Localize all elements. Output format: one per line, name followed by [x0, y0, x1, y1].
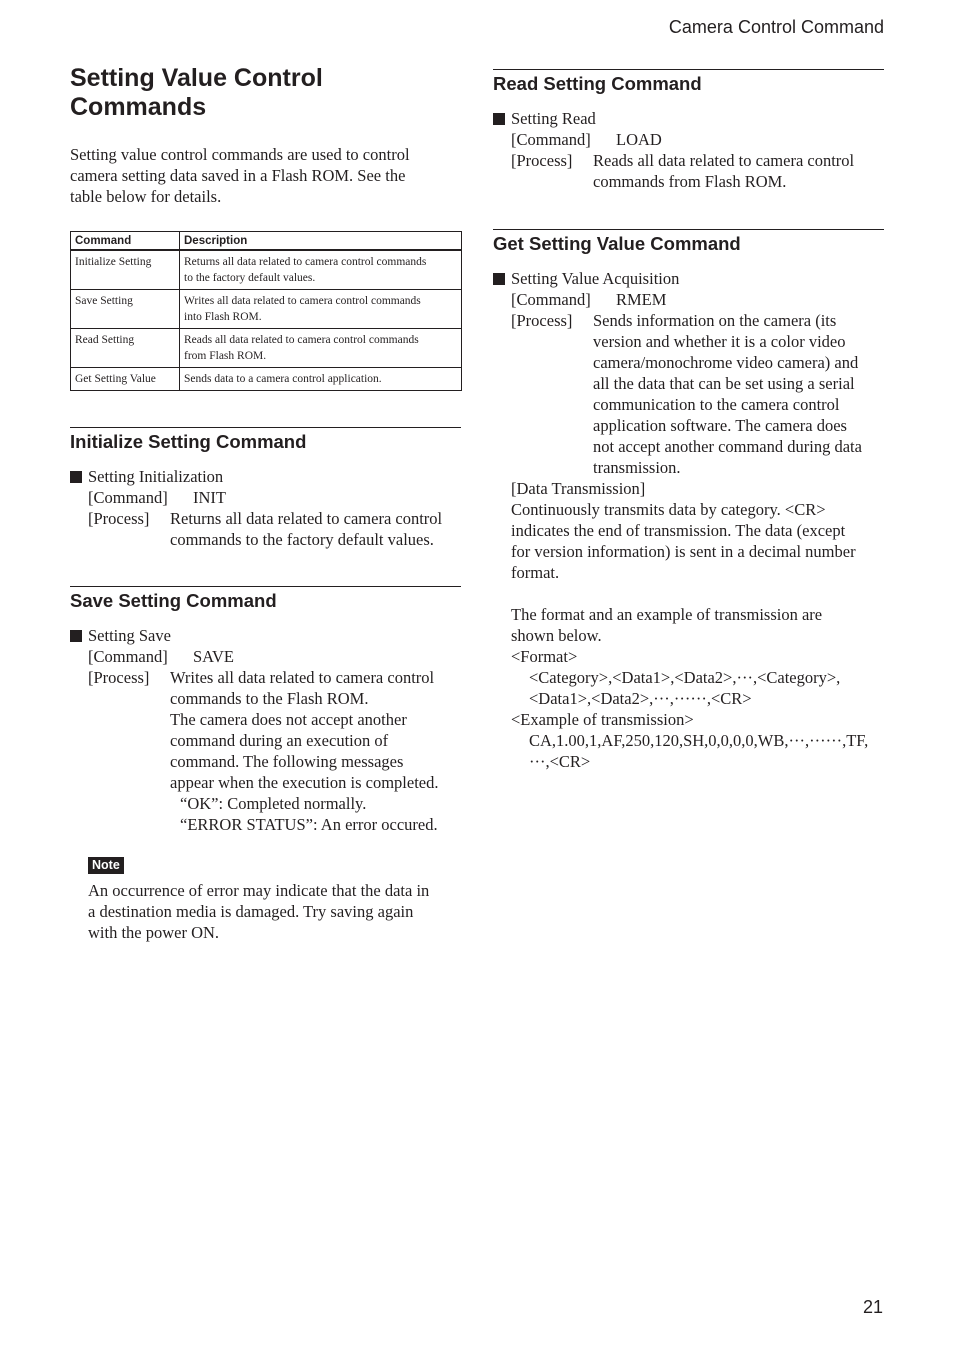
process-line: The camera does not accept another	[170, 710, 407, 729]
description-line: Reads all data related to camera control commands	[184, 334, 419, 346]
page-title	[70, 64, 461, 122]
intro-line: camera setting data saved in a Flash ROM. See the	[70, 166, 406, 185]
format-label: <Format>	[511, 647, 578, 666]
format-intro	[493, 604, 884, 646]
page-title-line-2: Commands	[70, 93, 207, 121]
example-line: ···,<CR>	[529, 752, 591, 771]
process-line: camera/monochrome video camera) and	[593, 353, 859, 372]
process-line: commands from Flash ROM.	[593, 172, 787, 191]
section-heading: Read Setting Command	[493, 73, 702, 94]
transmission-line: Continuously transmits data by category. <CR>	[511, 500, 826, 519]
section-heading: Get Setting Value Command	[493, 233, 741, 254]
command-label: [Command]	[511, 290, 591, 309]
process-label: [Process]	[511, 151, 573, 170]
process-line: Returns all data related to camera control	[170, 509, 443, 528]
initialize-setting-section	[70, 427, 461, 550]
process-line: transmission.	[593, 458, 681, 477]
black-square-bullet-icon	[493, 113, 505, 125]
transmission-line: for version information) is sent in a decimal number	[511, 542, 856, 561]
format-text	[493, 667, 884, 709]
command-row	[70, 646, 461, 667]
table-row	[71, 329, 462, 368]
table-cell-description	[180, 290, 462, 329]
transmission-description	[493, 499, 884, 583]
running-header: Camera Control Command	[668, 17, 884, 37]
item-title-text: Setting Read	[511, 109, 596, 128]
item-title	[493, 108, 884, 129]
section-heading: Save Setting Command	[70, 590, 277, 611]
process-line: Sends information on the camera (its	[593, 311, 837, 330]
process-line: commands to the factory default values.	[170, 530, 434, 549]
description-line: Sends data to a camera control application.	[184, 373, 382, 385]
section-divider	[70, 586, 461, 587]
process-label: [Process]	[88, 509, 150, 528]
process-line: commands to the Flash ROM.	[170, 689, 369, 708]
section-divider	[70, 427, 461, 428]
process-line: application software. The camera does	[593, 416, 847, 435]
table-row	[71, 250, 462, 290]
example-line: CA,1.00,1,AF,250,120,SH,0,0,0,0,WB,···,······,TF,	[529, 731, 869, 750]
process-line: command. The following messages	[170, 752, 404, 771]
data-transmission-label: [Data Transmission]	[511, 479, 646, 498]
example-label: <Example of transmission>	[511, 710, 694, 729]
process-text	[593, 150, 884, 192]
command-value: RMEM	[616, 290, 667, 309]
description-line: to the factory default values.	[184, 272, 316, 284]
process-row	[70, 667, 461, 835]
note-line: a destination media is damaged. Try saving again	[88, 902, 414, 921]
note-line: with the power ON.	[88, 923, 220, 942]
command-value: LOAD	[616, 130, 662, 149]
command-value: INIT	[193, 488, 226, 507]
command-label: [Command]	[511, 130, 591, 149]
save-setting-section	[70, 586, 461, 943]
message-ok: “OK”: Completed normally.	[180, 794, 367, 813]
table-cell-command: Read Setting	[71, 329, 180, 368]
table-cell-command: Get Setting Value	[71, 368, 180, 391]
table-cell-description	[180, 329, 462, 368]
item-title	[493, 268, 884, 289]
description-line: into Flash ROM.	[184, 311, 262, 323]
process-line: version and whether it is a color video	[593, 332, 846, 351]
description-line: from Flash ROM.	[184, 350, 267, 362]
transmission-line: indicates the end of transmission. The data (except	[511, 521, 846, 540]
item-title-text: Setting Save	[88, 626, 171, 645]
command-row	[70, 487, 461, 508]
page-title-line-1: Setting Value Control	[70, 64, 323, 92]
process-row	[493, 150, 884, 192]
process-line: communication to the camera control	[593, 395, 840, 414]
command-table	[70, 231, 462, 391]
message-error: “ERROR STATUS”: An error occured.	[180, 815, 438, 834]
process-text	[170, 667, 461, 835]
process-label: [Process]	[88, 668, 150, 687]
section-divider	[493, 69, 884, 70]
black-square-bullet-icon	[70, 630, 82, 642]
read-setting-section	[493, 69, 884, 192]
intro-paragraph	[70, 144, 461, 207]
command-label: [Command]	[88, 488, 168, 507]
format-line: <Category>,<Data1>,<Data2>,···,<Category>,	[529, 668, 841, 687]
table-cell-command: Initialize Setting	[71, 250, 180, 290]
transmission-line: format.	[511, 563, 560, 582]
item-title	[70, 466, 461, 487]
section-heading: Initialize Setting Command	[70, 431, 307, 452]
page-number: 21	[862, 1297, 883, 1317]
intro-line: table below for details.	[70, 187, 222, 206]
item-title-text: Setting Value Acquisition	[511, 269, 680, 288]
table-row	[71, 368, 462, 391]
process-line: command during an execution of	[170, 731, 389, 750]
process-row	[70, 508, 461, 550]
command-row	[493, 289, 884, 310]
process-line: not accept another command during data	[593, 437, 862, 456]
table-cell-description	[180, 250, 462, 290]
command-label: [Command]	[88, 647, 168, 666]
table-cell-command: Save Setting	[71, 290, 180, 329]
example-text	[493, 730, 884, 772]
note-block	[70, 853, 461, 943]
intro-line: Setting value control commands are used to control	[70, 145, 410, 164]
format-line: <Data1>,<Data2>,···,······,<CR>	[529, 689, 752, 708]
table-cell-description	[180, 368, 462, 391]
section-divider	[493, 229, 884, 230]
process-text	[170, 508, 461, 550]
description-line: Writes all data related to camera control commands	[184, 295, 421, 307]
command-value: SAVE	[193, 647, 234, 666]
process-line: Writes all data related to camera control	[170, 668, 435, 687]
note-text	[88, 880, 461, 943]
command-row	[493, 129, 884, 150]
process-row	[493, 310, 884, 478]
table-row	[71, 290, 462, 329]
black-square-bullet-icon	[493, 273, 505, 285]
note-badge: Note	[88, 857, 124, 874]
format-intro-line: shown below.	[511, 626, 602, 645]
get-setting-value-section	[493, 229, 884, 772]
item-title-text: Setting Initialization	[88, 467, 224, 486]
process-line: Reads all data related to camera control	[593, 151, 855, 170]
process-label: [Process]	[511, 311, 573, 330]
process-line: all the data that can be set using a serial	[593, 374, 855, 393]
description-line: Returns all data related to camera control commands	[184, 256, 427, 268]
table-header-row	[71, 232, 462, 251]
item-title	[70, 625, 461, 646]
process-line: appear when the execution is completed.	[170, 773, 439, 792]
column-header-command: Command	[71, 232, 180, 251]
note-line: An occurrence of error may indicate that the data in	[88, 881, 430, 900]
black-square-bullet-icon	[70, 471, 82, 483]
process-text	[593, 310, 884, 478]
column-header-description: Description	[180, 232, 462, 251]
format-intro-line: The format and an example of transmission are	[511, 605, 823, 624]
